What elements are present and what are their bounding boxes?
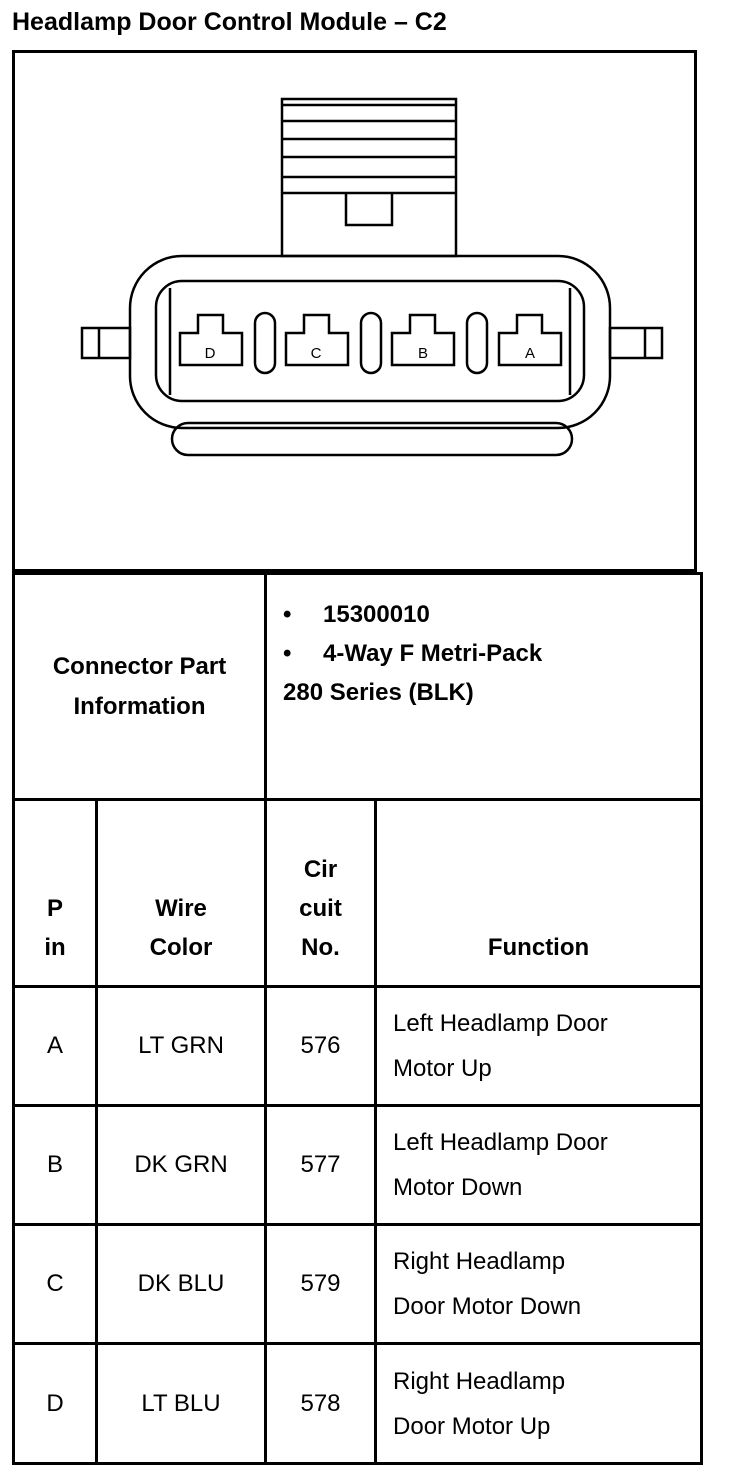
function-cell: Right Headlamp Door Motor Up: [376, 1344, 702, 1464]
pin-cell: A: [14, 987, 97, 1106]
pin-cell: D: [14, 1344, 97, 1464]
connector-diagram: [12, 50, 697, 572]
table-row: [14, 1225, 702, 1344]
part-info-label: Connector Part Information: [14, 574, 266, 800]
header-row: [14, 800, 702, 987]
wire-color-cell: DK BLU: [97, 1225, 266, 1344]
header-circuit: Cir cuit No.: [266, 800, 376, 987]
circuit-cell: 579: [266, 1225, 376, 1344]
table-row: [14, 1106, 702, 1225]
page-title: Headlamp Door Control Module – C2: [12, 8, 447, 36]
table-row: [14, 1344, 702, 1464]
circuit-cell: 578: [266, 1344, 376, 1464]
pin-label-d: D: [204, 345, 216, 362]
pin-label-c: C: [310, 345, 322, 362]
part-info-row: [14, 574, 702, 800]
function-cell: Left Headlamp Door Motor Up: [376, 987, 702, 1106]
circuit-cell: 577: [266, 1106, 376, 1225]
wire-color-cell: LT BLU: [97, 1344, 266, 1464]
part-number-item: • 15300010: [283, 595, 700, 634]
header-pin: P in: [14, 800, 97, 987]
function-cell: Right Headlamp Door Motor Down: [376, 1225, 702, 1344]
connector-face-drawing: [15, 53, 700, 575]
wire-color-cell: LT GRN: [97, 987, 266, 1106]
right-tab: [610, 328, 662, 358]
description-item: • 4-Way F Metri-Pack: [283, 634, 700, 673]
table-row: [14, 987, 702, 1106]
description-line1: 4-Way F Metri-Pack: [323, 640, 543, 667]
pin-label-b: B: [417, 345, 429, 362]
left-tab: [82, 328, 130, 358]
circuit-cell: 576: [266, 987, 376, 1106]
pin-cell: B: [14, 1106, 97, 1225]
header-wire-color: Wire Color: [97, 800, 266, 987]
function-cell: Left Headlamp Door Motor Down: [376, 1106, 702, 1225]
part-number: 15300010: [323, 601, 430, 628]
part-info-value: [266, 574, 702, 800]
pin-label-a: A: [524, 345, 536, 362]
header-function: Function: [376, 800, 702, 987]
description-line2: 280 Series (BLK): [283, 679, 474, 706]
wire-color-cell: DK GRN: [97, 1106, 266, 1225]
connector-table: [12, 572, 703, 1465]
pin-cell: C: [14, 1225, 97, 1344]
